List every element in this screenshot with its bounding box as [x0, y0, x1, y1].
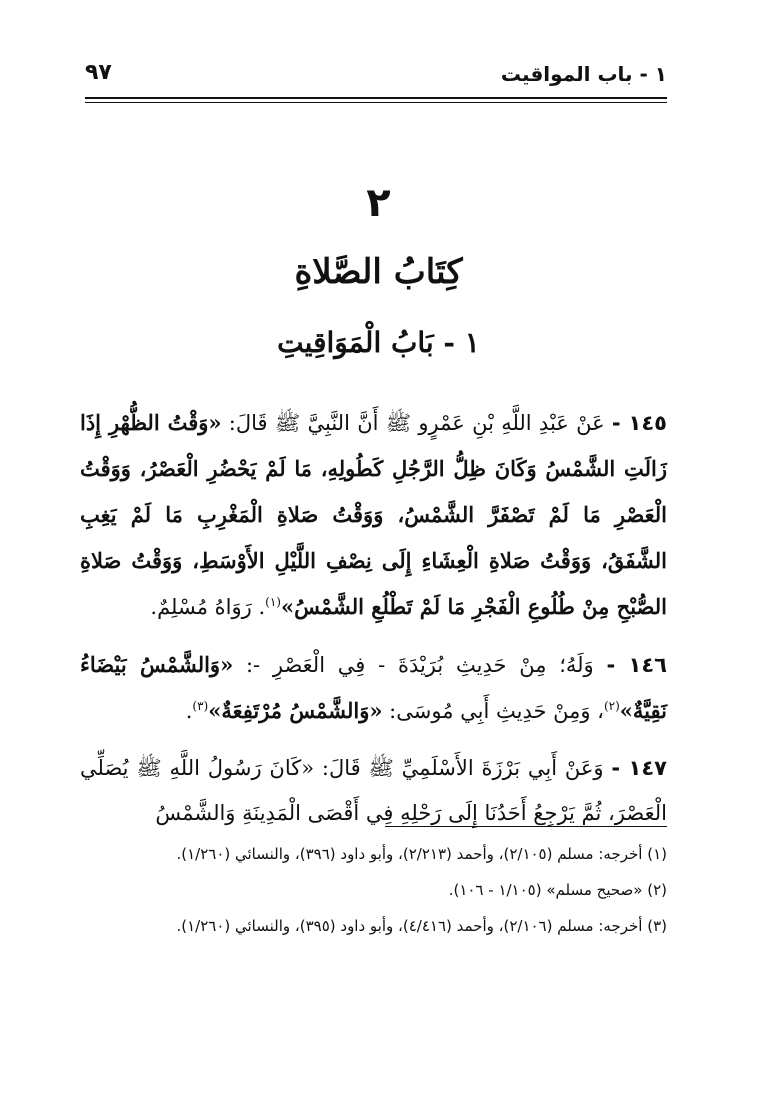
hadith-intro: وَعَنْ أَبِي بَرْزَةَ الأَسْلَمِيِّ ﷺ قَالَ: «كَانَ رَسُولُ اللَّهِ ﷺ يُصَلِّي الْعَصْرَ، ثُمَّ يَرْجِعُ أَحَدُنَا إِلَى رَحْلِهِ فِي أَقْصَى الْمَدِينَةِ وَالشَّمْسُ	[80, 756, 667, 825]
footnote-ref: (٣)	[192, 699, 209, 713]
footnote-ref: (١)	[265, 595, 281, 609]
hadith-matn: «وَالشَّمْسُ بَيْضَاءُ نَقِيَّةٌ»	[80, 652, 667, 723]
hadith-matn: «وَقْتُ الظُّهْرِ إِذَا زَالَتِ الشَّمْسُ وَكَانَ ظِلُّ الرَّجُلِ كَطُولِهِ، مَا لَمْ يَحْضُرِ الْعَصْرُ، وَوَقْتُ الْعَصْرِ مَا لَمْ تَصْفَرَّ الشَّمْسُ، وَوَقْتُ صَلاةِ الْمَغْرِبِ مَا لَمْ يَغِبِ الشَّفَقُ، وَوَقْتُ صَلاةِ الْعِشَاءِ إِلَى نِصْفِ اللَّيْلِ الأَوْسَطِ، وَوَقْتُ صَلاةِ الصُّبْحِ مِنْ طُلُوعِ الْفَجْرِ مَا لَمْ تَطْلُعِ الشَّمْسُ»	[80, 410, 667, 619]
hadith-mid: ، وَمِنْ حَدِيثِ أَبِي مُوسَى:	[382, 699, 604, 723]
hadith-intro: عَنْ عَبْدِ اللَّهِ بْنِ عَمْرٍو ﷺ أَنَّ النَّبِيَّ ﷺ قَالَ:	[221, 411, 612, 435]
hadith-number: ١٤٧ -	[611, 756, 667, 780]
book-title: كِتَابُ الصَّلاةِ	[294, 252, 463, 292]
hadith-146	[80, 642, 667, 734]
hadith-145	[80, 400, 667, 630]
hadith-intro: وَلَهُ؛ مِنْ حَدِيثِ بُرَيْدَةَ - فِي الْعَصْرِ -:	[233, 653, 607, 677]
footnote-ref: (٢)	[603, 699, 620, 713]
footnote-rule	[385, 826, 667, 827]
hadith-tail: . رَوَاهُ مُسْلِمٌ.	[150, 595, 266, 619]
footnotes	[80, 838, 667, 946]
footnote-2: (٢) «صحيح مسلم» (١/١٠٥ - ١٠٦).	[448, 881, 667, 899]
header-rule	[85, 97, 667, 103]
running-header	[85, 60, 667, 94]
page-number: ٩٧	[85, 60, 112, 85]
footnote-3: (٣) أخرجه: مسلم (٢/١٠٦)، وأحمد (٤/٤١٦)، وأبو داود (٣٩٥)، والنسائي (١/٢٦٠).	[176, 917, 667, 935]
hadith-number: ١٤٦ -	[606, 653, 667, 677]
main-text	[80, 400, 667, 848]
footnote-1: (١) أخرجه: مسلم (٢/١٠٥)، وأحمد (٢/٢١٣)، وأبو داود (٣٩٦)، والنسائي (١/٢٦٠).	[176, 845, 667, 863]
hadith-147	[80, 746, 667, 836]
running-title: ١ - باب المواقيت	[500, 62, 667, 86]
hadith-matn-2: «وَالشَّمْسُ مُرْتَفِعَةٌ»	[208, 698, 383, 723]
chapter-number: ٢	[366, 180, 391, 226]
hadith-number: ١٤٥ -	[611, 411, 667, 435]
hadith-tail: .	[185, 699, 193, 723]
section-title: ١ - بَابُ الْمَوَاقِيتِ	[277, 326, 480, 359]
